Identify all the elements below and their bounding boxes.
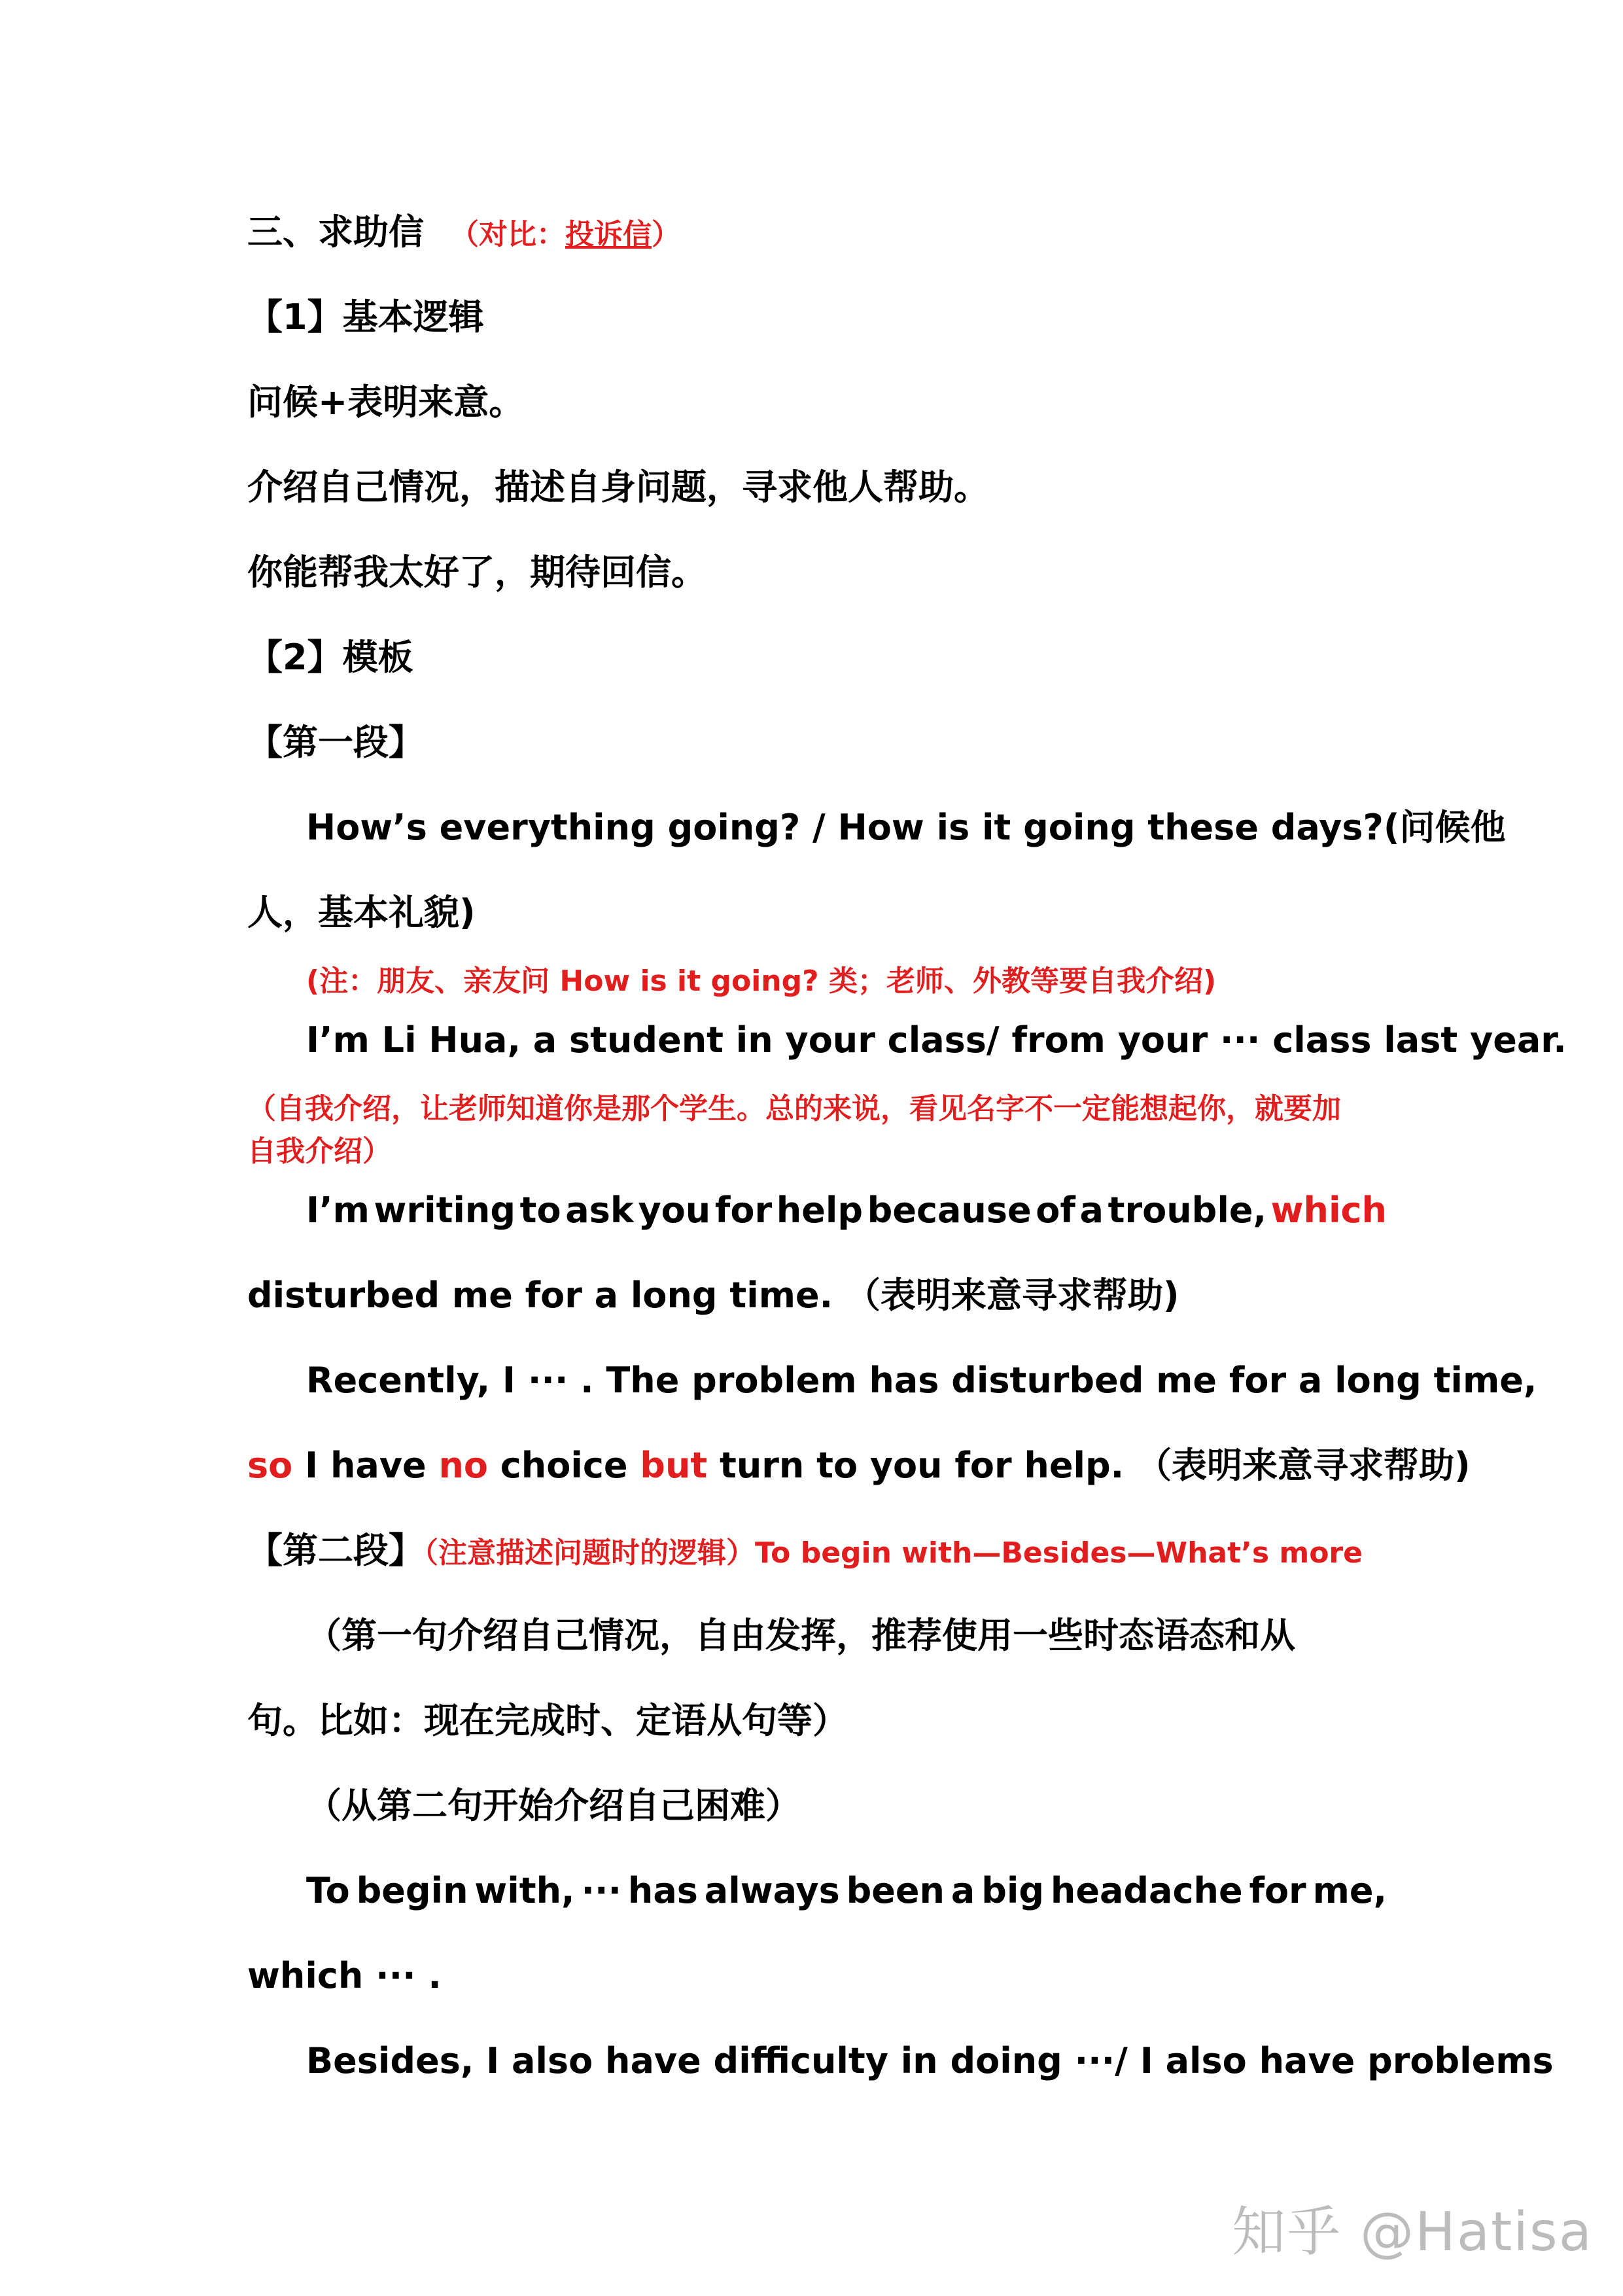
para1-note: (注：朋友、亲友问 How is it going? 类；老师、外教等要自我介绍) <box>306 964 1217 998</box>
para1-line5: so I have no choice but turn to you for help. （表明来意寻求帮助) <box>247 1445 1471 1486</box>
zhihu-watermark: 知乎 @Hatisa <box>1232 2201 1593 2263</box>
logic-item-3: 你能帮我太好了，期待回信。 <box>247 552 707 593</box>
para1-line1: How’s everything going? / How is it going these days?(问候他 <box>306 807 1506 848</box>
para2-line3: To begin with, ··· has always been a big headache for me, <box>306 1870 1387 1911</box>
complaint-letter-link[interactable]: 投诉信 <box>565 218 652 251</box>
para2-line3-cont: which ··· . <box>247 1955 442 1996</box>
para2-line1-cont: 句。比如：现在完成时、定语从句等） <box>247 1700 848 1741</box>
para1-line4: Recently, I ··· . The problem has disturbed me for a long time, <box>306 1360 1537 1401</box>
logic-item-1: 问候+表明来意。 <box>247 381 525 423</box>
para1-line1-cont: 人，基本礼貌) <box>247 892 476 933</box>
template-heading: 【2】模板 <box>247 637 413 678</box>
section-title-line <box>247 209 680 255</box>
para1-line3: I’m writing to ask you for help because of a trouble, which <box>306 1188 1387 1233</box>
para1-note2-a: （自我介绍，让老师知道你是那个学生。总的来说，看见名字不一定能想起你，就要加 <box>247 1092 1341 1125</box>
para2-note: （注意描述问题时的逻辑）To begin with—Besides—What’s more <box>424 1536 1363 1570</box>
para1-line3-cont: disturbed me for a long time. （表明来意寻求帮助) <box>247 1275 1179 1316</box>
logic-heading: 【1】基本逻辑 <box>247 296 484 338</box>
para2-heading-line <box>247 1528 1363 1574</box>
para1-line2: I’m Li Hua, a student in your class/ from your ··· class last year. <box>306 1019 1567 1061</box>
section-title: 三、求助信 <box>247 211 424 253</box>
section-note: （对比：投诉信） <box>450 218 680 251</box>
para2-heading: 【第二段】 <box>247 1530 424 1571</box>
para2-line2: （从第二句开始介绍自己困难） <box>306 1785 801 1826</box>
para1-line3-which: which <box>1270 1190 1387 1231</box>
para1-note2-b: 自我介绍） <box>247 1135 391 1168</box>
logic-item-2: 介绍自己情况，描述自身问题，寻求他人帮助。 <box>247 467 989 508</box>
para2-line1: （第一句介绍自己情况，自由发挥，推荐使用一些时态语态和从 <box>306 1615 1295 1656</box>
para1-heading: 【第一段】 <box>247 722 424 763</box>
para2-line4: Besides, I also have difficulty in doing ···/ I also have problems <box>306 2040 1554 2081</box>
